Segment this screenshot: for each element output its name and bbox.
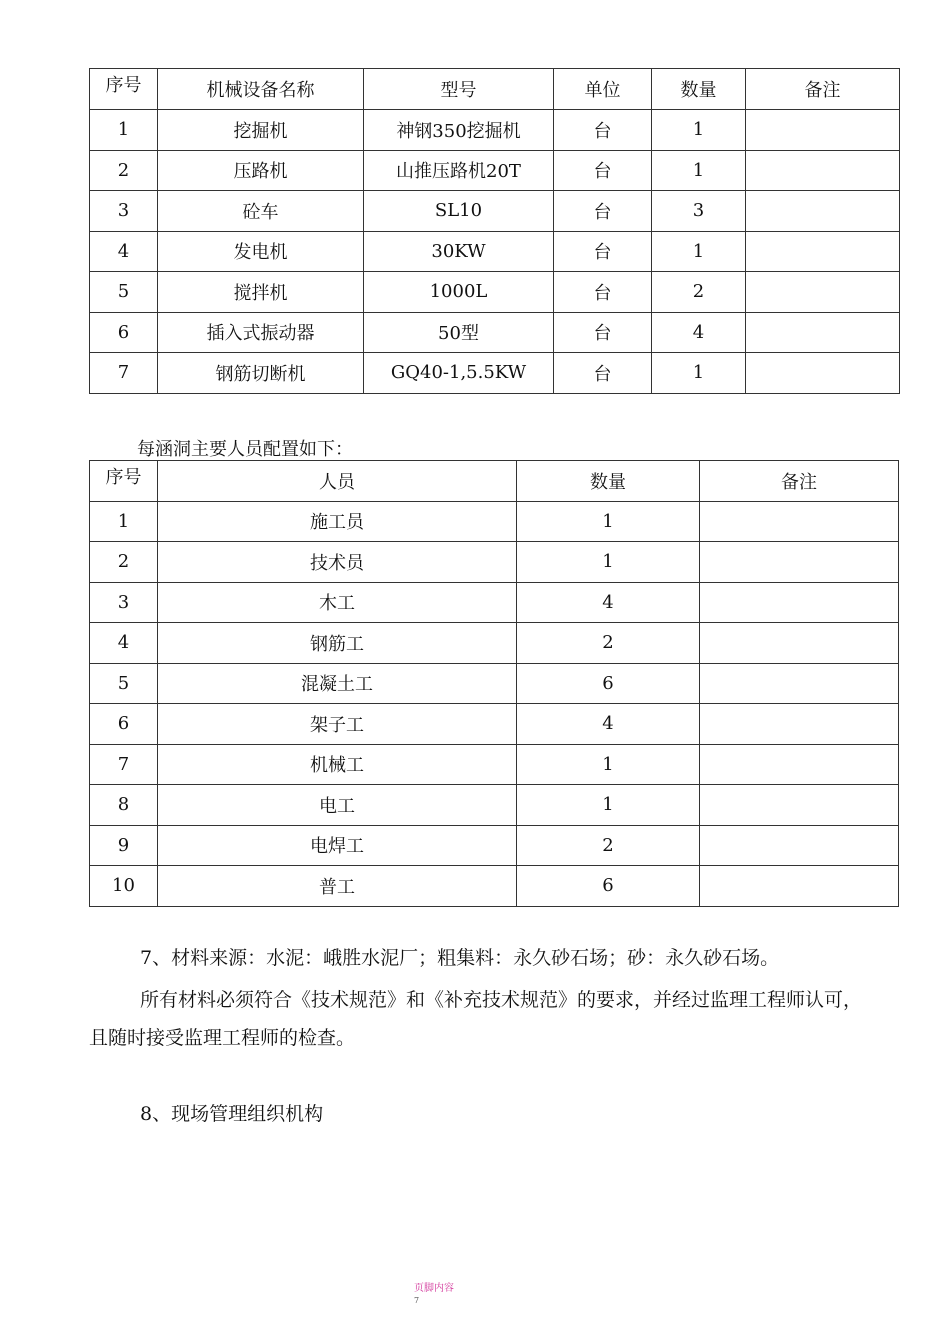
machinery-table-header-cell: 型号 bbox=[364, 69, 554, 110]
staff-table-header-cell: 备注 bbox=[700, 461, 899, 502]
staff-table-row bbox=[90, 704, 899, 745]
staff-table-cell: 木工 bbox=[158, 582, 517, 623]
staff-table-row bbox=[90, 744, 899, 785]
staff-table-cell: 3 bbox=[90, 582, 158, 623]
machinery-table-cell bbox=[746, 312, 900, 353]
staff-table-cell: 钢筋工 bbox=[158, 623, 517, 664]
staff-table-row bbox=[90, 623, 899, 664]
staff-table-cell bbox=[700, 744, 899, 785]
staff-table-row bbox=[90, 866, 899, 907]
staff-table-cell: 6 bbox=[517, 866, 700, 907]
staff-table-cell: 4 bbox=[90, 623, 158, 664]
staff-table-header-cell: 序号 bbox=[90, 461, 158, 502]
machinery-table-row bbox=[90, 150, 900, 191]
staff-table-cell: 电焊工 bbox=[158, 825, 517, 866]
staff-table-cell: 4 bbox=[517, 704, 700, 745]
machinery-table-cell: 台 bbox=[554, 272, 652, 313]
machinery-table-cell: 台 bbox=[554, 312, 652, 353]
staff-table-cell: 8 bbox=[90, 785, 158, 826]
staff-table-row bbox=[90, 582, 899, 623]
machinery-table-cell: 7 bbox=[90, 353, 158, 394]
requirement-line-2: 且随时接受监理工程师的检查。 bbox=[89, 1027, 356, 1049]
machinery-table-header-cell: 备注 bbox=[746, 69, 900, 110]
machinery-table-cell: 钢筋切断机 bbox=[158, 353, 364, 394]
machinery-table-cell: 台 bbox=[554, 110, 652, 151]
staff-table-cell: 2 bbox=[90, 542, 158, 583]
machinery-table-cell bbox=[746, 191, 900, 232]
machinery-table-cell bbox=[746, 272, 900, 313]
machinery-table-cell: 发电机 bbox=[158, 231, 364, 272]
staff-table-cell: 1 bbox=[517, 785, 700, 826]
staff-table-cell: 7 bbox=[90, 744, 158, 785]
materials-paragraph: 7、材料来源：水泥：峨胜水泥厂；粗集料：永久砂石场；砂：永久砂石场。 bbox=[140, 947, 780, 969]
staff-table-row bbox=[90, 663, 899, 704]
machinery-table-cell: 1 bbox=[652, 110, 746, 151]
staff-table-header-row bbox=[90, 461, 899, 502]
machinery-table-row bbox=[90, 272, 900, 313]
staff-table-row bbox=[90, 501, 899, 542]
staff-caption: 每涵洞主要人员配置如下： bbox=[137, 439, 353, 460]
machinery-table-row bbox=[90, 110, 900, 151]
staff-table-cell: 10 bbox=[90, 866, 158, 907]
machinery-table-cell: 2 bbox=[90, 150, 158, 191]
machinery-table-cell: 5 bbox=[90, 272, 158, 313]
machinery-table-cell: 砼车 bbox=[158, 191, 364, 232]
staff-table-cell: 技术员 bbox=[158, 542, 517, 583]
machinery-table-cell: 50型 bbox=[364, 312, 554, 353]
staff-table-row bbox=[90, 785, 899, 826]
machinery-table-cell: 4 bbox=[652, 312, 746, 353]
machinery-table-cell: 山推压路机20T bbox=[364, 150, 554, 191]
staff-table-cell: 1 bbox=[517, 744, 700, 785]
staff-table-cell: 电工 bbox=[158, 785, 517, 826]
machinery-table-header-cell: 单位 bbox=[554, 69, 652, 110]
machinery-table-row bbox=[90, 312, 900, 353]
staff-table-cell: 4 bbox=[517, 582, 700, 623]
machinery-table-cell: 1 bbox=[90, 110, 158, 151]
staff-table-cell bbox=[700, 582, 899, 623]
staff-table-cell: 架子工 bbox=[158, 704, 517, 745]
staff-table-cell: 1 bbox=[517, 542, 700, 583]
staff-table-cell bbox=[700, 866, 899, 907]
machinery-table-cell: 神钢350挖掘机 bbox=[364, 110, 554, 151]
machinery-table-cell: SL10 bbox=[364, 191, 554, 232]
machinery-table-cell: 1 bbox=[652, 231, 746, 272]
machinery-table-cell: 30KW bbox=[364, 231, 554, 272]
machinery-table-row bbox=[90, 191, 900, 232]
machinery-table-cell: 搅拌机 bbox=[158, 272, 364, 313]
machinery-table-cell bbox=[746, 231, 900, 272]
staff-table-cell: 6 bbox=[517, 663, 700, 704]
staff-table-cell bbox=[700, 825, 899, 866]
machinery-table-header-cell: 机械设备名称 bbox=[158, 69, 364, 110]
staff-table-cell bbox=[700, 501, 899, 542]
machinery-table-cell: 台 bbox=[554, 150, 652, 191]
staff-table-cell bbox=[700, 785, 899, 826]
machinery-table-cell: 台 bbox=[554, 191, 652, 232]
staff-table-row bbox=[90, 542, 899, 583]
footer-text: 页脚内容 bbox=[414, 1283, 454, 1294]
machinery-table-cell: 6 bbox=[90, 312, 158, 353]
machinery-table-cell: 3 bbox=[90, 191, 158, 232]
staff-table-cell: 施工员 bbox=[158, 501, 517, 542]
machinery-table-cell: 2 bbox=[652, 272, 746, 313]
machinery-table-cell bbox=[746, 353, 900, 394]
staff-table-cell: 2 bbox=[517, 623, 700, 664]
requirement-line-1: 所有材料必须符合《技术规范》和《补充技术规范》的要求，并经过监理工程师认可， bbox=[140, 989, 863, 1011]
staff-table-cell: 普工 bbox=[158, 866, 517, 907]
staff-table-cell: 1 bbox=[517, 501, 700, 542]
staff-table bbox=[89, 460, 899, 907]
staff-table-cell: 5 bbox=[90, 663, 158, 704]
machinery-table-cell bbox=[746, 110, 900, 151]
machinery-table-cell: 4 bbox=[90, 231, 158, 272]
staff-table-cell: 1 bbox=[90, 501, 158, 542]
machinery-table-header-cell: 数量 bbox=[652, 69, 746, 110]
staff-table-cell bbox=[700, 663, 899, 704]
machinery-table-cell: 台 bbox=[554, 231, 652, 272]
staff-table-header-cell: 人员 bbox=[158, 461, 517, 502]
staff-table-header-cell: 数量 bbox=[517, 461, 700, 502]
staff-table-cell: 9 bbox=[90, 825, 158, 866]
machinery-table-header-cell: 序号 bbox=[90, 69, 158, 110]
machinery-table-cell bbox=[746, 150, 900, 191]
machinery-table-row bbox=[90, 353, 900, 394]
staff-table-row bbox=[90, 825, 899, 866]
footer-mark: 7 bbox=[414, 1296, 420, 1305]
machinery-table-cell: 压路机 bbox=[158, 150, 364, 191]
machinery-table-cell: 3 bbox=[652, 191, 746, 232]
machinery-table-cell: 1 bbox=[652, 150, 746, 191]
machinery-table-header-row bbox=[90, 69, 900, 110]
staff-table-cell bbox=[700, 623, 899, 664]
machinery-table-cell: 1000L bbox=[364, 272, 554, 313]
machinery-table-cell: GQ40-1,5.5KW bbox=[364, 353, 554, 394]
staff-table-cell: 6 bbox=[90, 704, 158, 745]
machinery-table-cell: 台 bbox=[554, 353, 652, 394]
machinery-table-cell: 1 bbox=[652, 353, 746, 394]
machinery-table-cell: 插入式振动器 bbox=[158, 312, 364, 353]
staff-table-cell: 混凝土工 bbox=[158, 663, 517, 704]
machinery-table-row bbox=[90, 231, 900, 272]
staff-table-cell: 机械工 bbox=[158, 744, 517, 785]
staff-table-cell bbox=[700, 542, 899, 583]
staff-table-cell bbox=[700, 704, 899, 745]
staff-table-cell: 2 bbox=[517, 825, 700, 866]
section-8-heading: 8、现场管理组织机构 bbox=[140, 1103, 324, 1125]
machinery-table-cell: 挖掘机 bbox=[158, 110, 364, 151]
machinery-table bbox=[89, 68, 900, 394]
